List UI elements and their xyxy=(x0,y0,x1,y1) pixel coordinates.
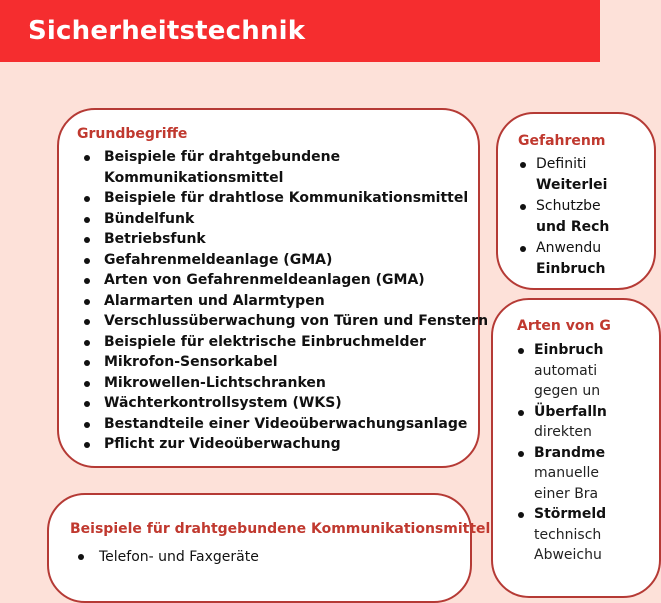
grundbegriffe-list xyxy=(83,147,488,455)
list-item: Überfalln direkten xyxy=(517,402,607,443)
grundbegriffe-card xyxy=(57,108,489,468)
list-item[interactable]: Wächterkontrollsystem (WKS) xyxy=(83,393,488,414)
list-item[interactable]: Mikrowellen-Lichtschranken xyxy=(83,373,488,394)
list-item: Telefon- und Faxgeräte xyxy=(77,547,259,567)
drahtgebunden-card xyxy=(47,493,491,603)
list-item: Einbruch automati gegen un xyxy=(517,340,607,402)
drahtgebunden-title: Beispiele für drahtgebundene Kommunikationsmittel xyxy=(70,521,491,537)
list-item: Definiti Weiterlei xyxy=(519,154,609,196)
list-item[interactable]: Bündelfunk xyxy=(83,209,488,230)
list-item[interactable]: Bestandteile einer Videoüberwachungsanlage xyxy=(83,414,488,435)
list-item[interactable]: Verschlussüberwachung von Türen und Fenstern xyxy=(83,311,488,332)
grundbegriffe-title: Grundbegriffe xyxy=(77,126,188,142)
page-header xyxy=(0,0,600,62)
gefahrenmelde-title: Gefahrenm xyxy=(518,133,606,149)
list-item: Brandme manuelle einer Bra xyxy=(517,443,607,505)
list-item[interactable]: Beispiele für elektrische Einbruchmelder xyxy=(83,332,488,353)
gefahrenmelde-list xyxy=(519,154,609,280)
arten-list xyxy=(517,340,607,566)
list-item[interactable]: Arten von Gefahrenmeldeanlagen (GMA) xyxy=(83,270,488,291)
list-item[interactable]: Betriebsfunk xyxy=(83,229,488,250)
drahtgebunden-list xyxy=(77,547,259,567)
list-item[interactable]: Pflicht zur Videoüberwachung xyxy=(83,434,488,455)
list-item: Störmeld technisch Abweichu xyxy=(517,504,607,566)
list-item[interactable]: Mikrofon-Sensorkabel xyxy=(83,352,488,373)
list-item[interactable]: Beispiele für drahtlose Kommunikationsmittel xyxy=(83,188,488,209)
gefahrenmelde-card xyxy=(496,112,656,290)
list-item[interactable]: Beispiele für drahtgebundene Kommunikationsmittel xyxy=(83,147,488,188)
arten-card xyxy=(491,298,661,598)
list-item[interactable]: Gefahrenmeldeanlage (GMA) xyxy=(83,250,488,271)
list-item: Anwendu Einbruch xyxy=(519,238,609,280)
list-item[interactable]: Alarmarten und Alarmtypen xyxy=(83,291,488,312)
list-item: Schutzbe und Rech xyxy=(519,196,609,238)
page-title: Sicherheitstechnik xyxy=(28,16,306,46)
arten-title: Arten von G xyxy=(517,318,611,334)
